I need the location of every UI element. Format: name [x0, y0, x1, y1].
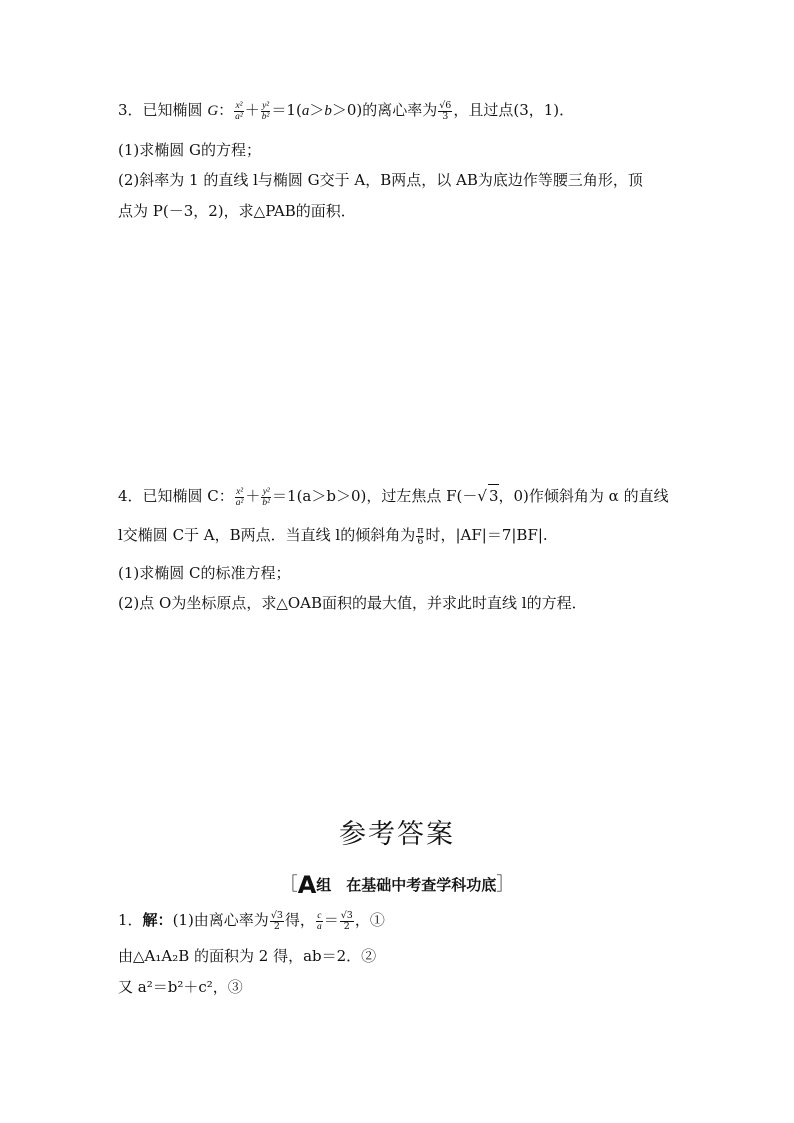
sqrt-3: 3	[488, 484, 499, 507]
q3-part-2-cont: 点为 P(－3，2)，求△PAB的面积．	[118, 202, 356, 220]
answer-1-line-3: 又 a²＝b²＋c²，③	[118, 978, 243, 996]
q3-ellipse-name: G	[207, 103, 219, 119]
group-letter: A	[297, 871, 317, 899]
answers-heading: 参考答案	[339, 819, 455, 850]
q4-part-1: (1)求椭圆 C的标准方程；	[118, 564, 291, 582]
frac-c-a: $\frac{c}{a}$	[316, 910, 322, 932]
frac-sqrt3-2-b: $\frac{√3}{2}$	[340, 909, 353, 932]
frac-pi-6: $\frac{\pi}{6}$	[417, 524, 424, 547]
group-label: ［A组 在基础中考查学科功底］	[279, 871, 515, 899]
q3-text: 3．已知椭圆	[118, 101, 208, 119]
frac-y2-b2-q4: $\frac{\text{y²}}{\text{b²}}$	[262, 486, 271, 508]
q3-part-1: (1)求椭圆 G的方程；	[118, 141, 261, 159]
q4-part-2: (2)点 O为坐标原点，求△OAB面积的最大值，并求此时直线 l的方程．	[118, 594, 587, 612]
frac-sqrt3-2: $\frac{√3}{2}$	[270, 909, 283, 932]
frac-y2-b2: $\frac{\text{y²}}{\text{b²}}$	[261, 100, 270, 122]
q4-line-2: l交椭圆 C于 A，B两点．当直线 l的倾斜角为 $\frac{\pi}{6}$ 时，|AF|＝7|BF|.	[118, 524, 548, 547]
frac-sqrt6-3: $\frac{√6}{3}$	[439, 99, 452, 122]
answer-1-line-2: 由△A₁A₂B 的面积为 2 得，ab＝2．②	[118, 947, 377, 965]
frac-x2-a2: $\frac{\text{x²}}{\text{a²}}$	[235, 100, 243, 122]
q3-colon: ：	[218, 101, 234, 119]
q4-line-1: 4．已知椭圆 C： $\frac{\text{x²}}{\text{a²}}$ ＋ $\frac{\text{y²}}{\text{b²}}$ ＝1(a＞b＞0)，过左焦点 F(－√ 3，0)作倾斜角为 α 的直线	[118, 484, 669, 508]
q3-part-2: (2)斜率为 1 的直线 l与椭圆 G交于 A，B两点，以 AB为底边作等腰三角形，顶	[118, 171, 643, 189]
q3-line-1: 3．已知椭圆 G： $\frac{\text{x²}}{\text{a²}}$ ＋ $\frac{\text{y²}}{\text{b²}}$ ＝1(a＞b＞0)的离心率为 $\frac{√6}{3}$ ，且过点(3，1)．	[118, 99, 575, 122]
answer-1-line-1: 1．解：(1)由离心率为 $\frac{√3}{2}$ 得， $\frac{c}{a}$ ＝ $\frac{√3}{2}$ ，①	[118, 909, 385, 932]
frac-x2-a2-q4: $\frac{\text{x²}}{\text{a²}}$	[235, 486, 244, 508]
